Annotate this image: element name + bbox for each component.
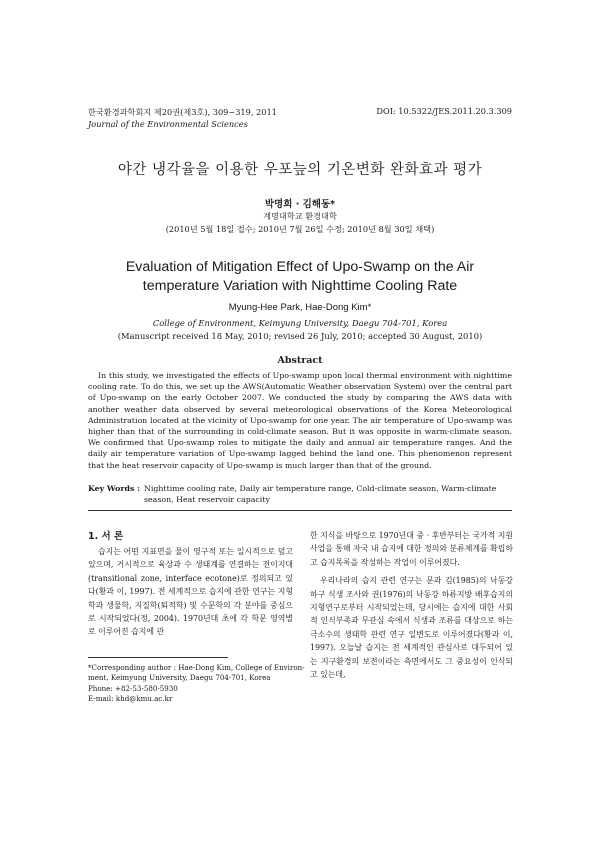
footnote-email: E-mail: khd@kmu.ac.kr: [88, 693, 173, 703]
title-english-line1: Evaluation of Mitigation Effect of Upo-Swamp on the Air: [125, 259, 475, 275]
divider: [88, 510, 512, 511]
keywords-label: Key Words :: [88, 484, 140, 493]
left-paragraph: 습지는 어떤 지표면을 물이 영구적 또는 일시적으로 덮고 있으며, 거시적으로 육상과 수 생태계를 연결하는 전이지대(transitional zone, interface ecotone)로 정의되고 있다(황과 이, 1997). 전 세계적으로 습지에 관한 연구는 지형학과 생물학, 지질학(퇴적학) 및 수문학의 각 분야를 중심으로 시작되었다(정, 2004). 1970년대 초에 각 학문 영역별로 이루어진 습지에 관: [88, 547, 293, 637]
dates-korean: (2010년 5월 18일 접수; 2010년 7월 26일 수정; 2010년 8월 30일 채택): [165, 224, 435, 234]
footnote-line2: ment, Keimyung University, Daegu 704-701, Korea: [88, 673, 271, 683]
footnote-divider: [88, 657, 228, 658]
journal-header: [88, 106, 277, 130]
authors-english: Myung-Hee Park, Hae-Dong Kim*: [228, 302, 372, 313]
abstract-text: In this study, we investigated the effects of Upo-swamp upon local thermal environment with nighttime cooling rate. To do this, we set up the AWS(Automatic Weather observation System) over the central part of Upo-swamp on the early October 2007. We conducted the study by comparing the AWS data with another weather data observed by several meteorological observations of the Korea Meteorological Administration located at the vicinity of Upo-swamp for one year. The air temperature of Upo-swamp was higher than that of the surrounding in cold-climate season. But it was opposite in warm-climate season. We confirmed that Upo-swamp roles to mitigate the daily and annual air temperature ranges. And the daily air temperature variation of Upo-swamp lagged behind the land one. This phenomenon represent that the heat reservoir capacity of Upo-swamp is much larger than that of the ground.: [88, 371, 512, 470]
right-paragraph-2: 우리나라의 습지 관련 연구는 문과 김(1985)의 낙동강 하구 식생 조사와 권(1976)의 낙동강 하류지방 배후습지의 지형연구로부터 시작되었는데, 당시에는 습지에 대한 사회적 인식부족과 무관심 속에서 식생과 조류를 대상으로 하는 극소수의 생태학 관련 연구 일변도로 이루어졌다(황과 이, 1997). 오늘날 습지는 전 세계적인 관심사로 대두되어 있는 지구환경의 보전이라는 측면에서도 그 중요성이 인식되고 있는데,: [310, 576, 513, 680]
section-heading: 1. 서 론: [88, 531, 124, 542]
journal-name-en: Journal of the Environmental Sciences: [88, 119, 248, 129]
title-english-line2: temperature Variation with Nighttime Cooling Rate: [142, 278, 458, 294]
right-column: [310, 529, 513, 681]
abstract-heading: Abstract: [277, 355, 323, 366]
keywords-text: Nighttime cooling rate, Daily air temperature range, Cold-climate season, Warm-climate season, Heat reservoir capacity: [143, 484, 497, 505]
footnote-line1: *Corresponding author : Hae-Dong Kim, College of Environ-: [88, 663, 305, 672]
doi: DOI: 10.5322/JES.2011.20.3.309: [376, 106, 512, 116]
affiliation-korean: 계명대학교 환경대학: [263, 211, 337, 221]
right-paragraph-1: 한 지식을 바탕으로 1970년대 중 · 후반부터는 국가적 지원 사업을 통해 자국 내 습지에 대한 정의와 분류체계를 확립하고 습지목록을 작성하는 작업이 이루어졌다.: [310, 531, 514, 567]
title-korean: 야간 냉각율을 이용한 우포늪의 기온변화 완화효과 평가: [117, 162, 483, 178]
footnote: [88, 663, 305, 704]
left-column: [88, 545, 293, 639]
footnote-phone: Phone: +82-53-580-5930: [88, 683, 178, 693]
journal-name-ko: 한국환경과학회지 제20권(제3호), 309~319, 2011: [88, 107, 277, 117]
authors-korean: 박명희 · 김해동*: [264, 199, 336, 210]
title-english: [60, 258, 540, 296]
keywords: [88, 483, 512, 505]
affiliation-english: College of Environment, Keimyung University, Daegu 704-701, Korea: [152, 318, 448, 328]
dates-english: (Manuscript received 18 May, 2010; revised 26 July, 2010; accepted 30 August, 2010): [117, 331, 483, 341]
